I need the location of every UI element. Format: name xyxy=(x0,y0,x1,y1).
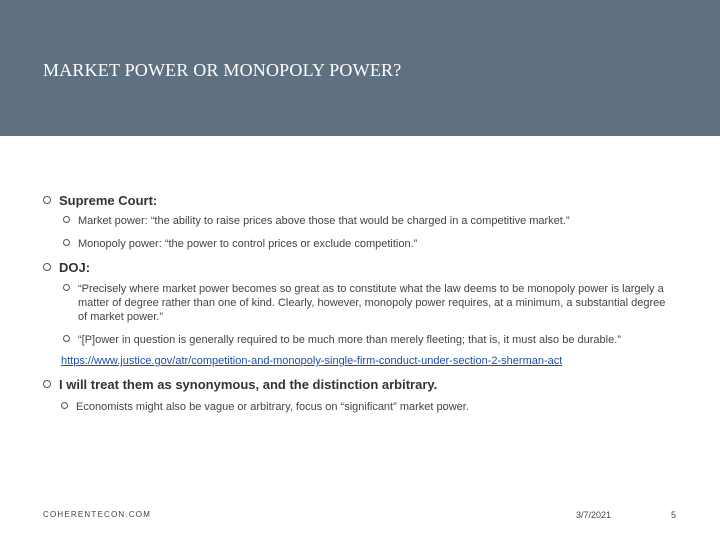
bullet-circle-icon xyxy=(63,216,70,223)
page-number: 5 xyxy=(671,510,677,520)
bullet-text: DOJ: xyxy=(59,260,91,275)
bullet-text: “[P]ower in question is generally required to be much more than merely fleeting; that is, it must also be durable.” xyxy=(78,334,621,346)
footer-date: 3/7/2021 xyxy=(576,510,612,520)
bullet-circle-icon xyxy=(63,239,70,246)
bullet-circle-icon xyxy=(61,402,68,409)
bullet-economists xyxy=(61,400,681,414)
bullet-text: I will treat them as synonymous, and the distinction arbitrary. xyxy=(59,377,438,392)
bullet-market-power xyxy=(63,214,683,228)
bullet-doj-quote-2 xyxy=(63,333,683,347)
footer-site: COHERENTECON.COM xyxy=(43,510,152,519)
bullet-text: “Precisely where market power becomes so great as to constitute what the law deems to be monopoly power is largely a matter of degree rather than one of kind. Clearly, however, monopoly power requires, at a minimum, a substantial degree of market power.” xyxy=(78,283,666,323)
bullet-text: Market power: “the ability to raise prices above those that would be charged in a competitive market.” xyxy=(78,215,570,227)
bullet-text: Economists might also be vague or arbitrary, focus on “significant” market power. xyxy=(76,401,469,413)
bullet-doj-quote-1 xyxy=(63,282,675,324)
bullet-synonymous xyxy=(43,377,437,392)
bullet-circle-icon xyxy=(43,263,51,271)
bullet-circle-icon xyxy=(43,196,51,204)
slide-title: MARKET POWER OR MONOPOLY POWER? xyxy=(43,60,402,80)
bullet-supreme-court xyxy=(43,193,157,208)
bullet-circle-icon xyxy=(43,380,51,388)
doj-source-link[interactable]: https://www.justice.gov/atr/competition-and-monopoly-single-firm-conduct-under-section-2-sherman-act xyxy=(61,355,563,367)
bullet-text: Supreme Court: xyxy=(59,193,158,208)
bullet-doj xyxy=(43,260,90,275)
bullet-text: Monopoly power: “the power to control prices or exclude competition.” xyxy=(78,238,418,250)
bullet-circle-icon xyxy=(63,284,70,291)
bullet-circle-icon xyxy=(63,335,70,342)
bullet-monopoly-power xyxy=(63,237,683,251)
